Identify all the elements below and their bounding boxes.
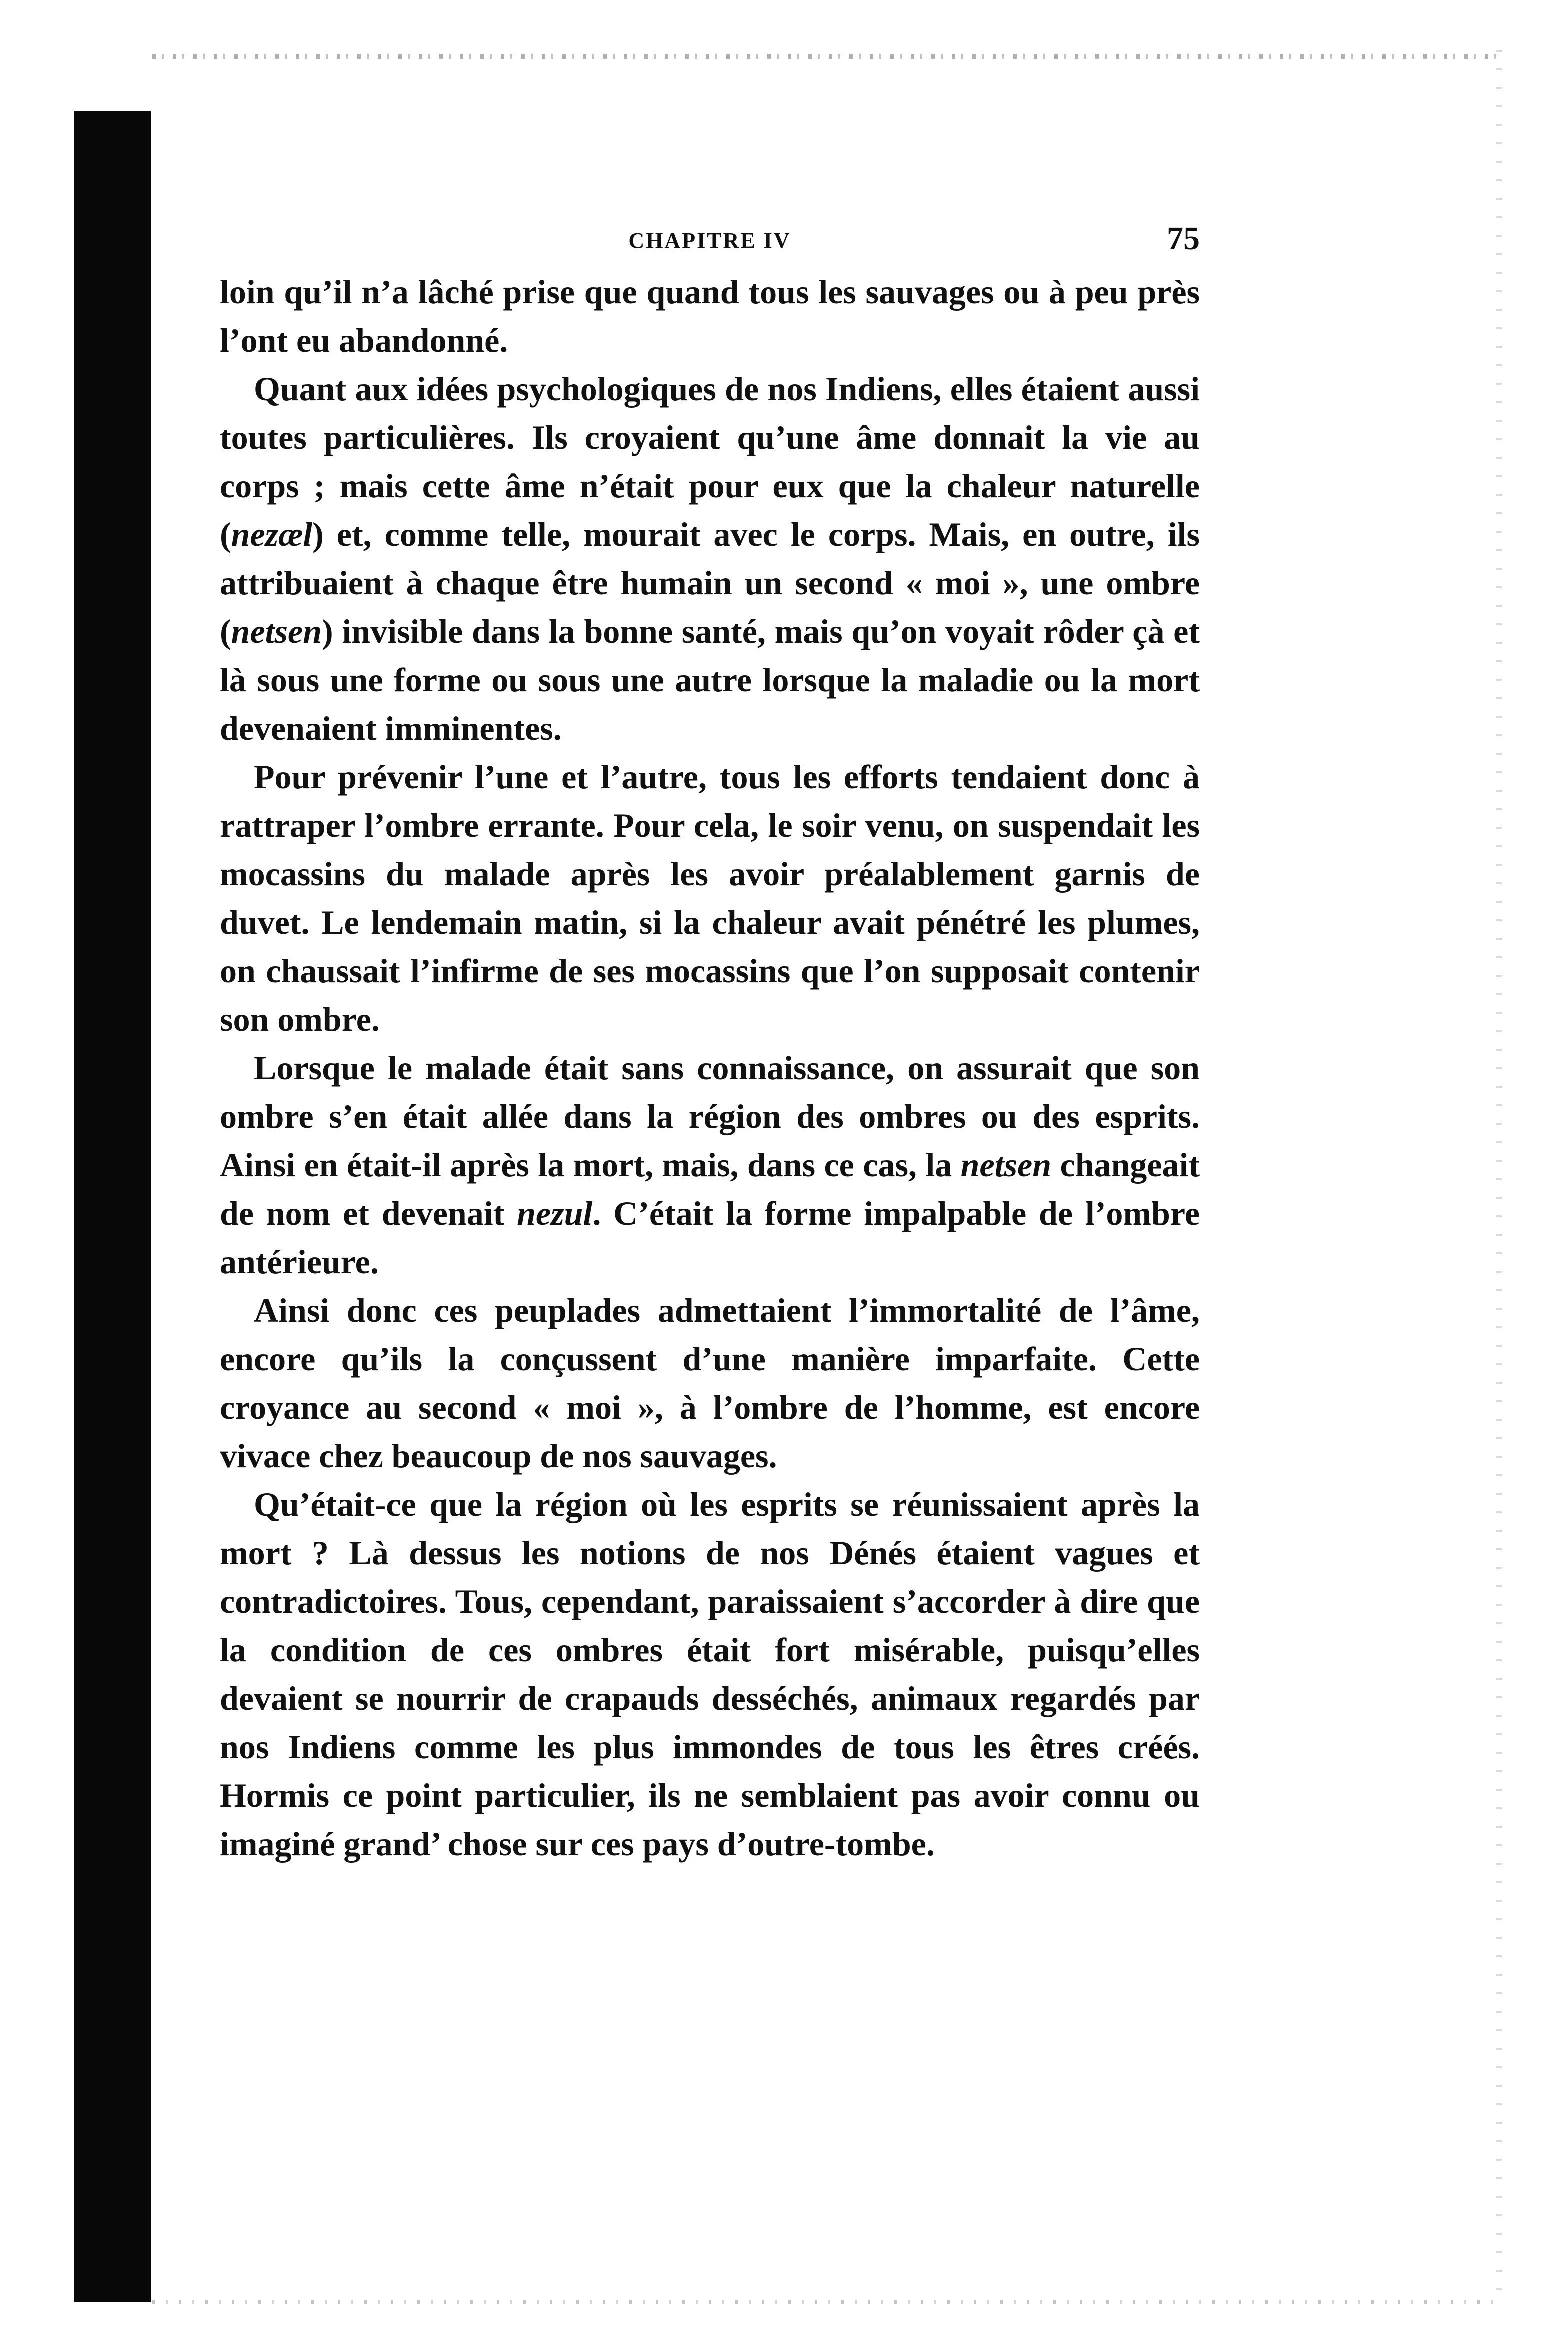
italic-term: nezæl	[231, 516, 313, 554]
text-run: . C’était la forme impalpable de l’ombre antérieure.	[220, 1194, 1200, 1281]
italic-term: nezul	[517, 1194, 593, 1232]
paragraph	[220, 1480, 1200, 1868]
text-run: ) invisible dans la bonne santé, mais qu’on voyait rôder çà et là sous une forme ou sous une autre lorsque la maladie ou la mort devenaient imminentes.	[220, 612, 1200, 748]
scan-bottom-edge	[152, 2300, 1502, 2304]
italic-term: netsen	[231, 612, 322, 650]
text-run: ) et, comme telle, mourait avec le corps. Mais, en outre, ils attribuaient à chaque être humain un second « moi », une ombre (	[220, 516, 1200, 650]
paragraph	[220, 1044, 1200, 1286]
text-run: loin qu’il n’a lâché prise que quand tous les sauvages ou à peu près l’ont eu abandonné.	[220, 273, 1200, 360]
text-run: Quant aux idées psychologiques de nos Indiens, elles étaient aussi toutes particulières. Ils croyaient qu’une âme donnait la vie au corps ; mais cette âme n’était pour eux que la chaleur naturelle (	[220, 370, 1200, 554]
paragraph	[220, 753, 1200, 1044]
paragraph	[220, 268, 1200, 365]
scan-right-edge	[1496, 50, 1502, 2290]
scan-top-edge	[152, 54, 1502, 59]
text-run: Ainsi donc ces peuplades admettaient l’immortalité de l’âme, encore qu’ils la conçussent d’une manière imparfaite. Cette croyance au second « moi », à l’ombre de l’homme, est encore vivace chez beaucoup de nos sauvages.	[220, 1292, 1200, 1475]
paragraph	[220, 1286, 1200, 1480]
italic-term: netsen	[960, 1146, 1052, 1184]
text-run: Pour prévenir l’une et l’autre, tous les efforts tendaient donc à rattraper l’ombre errante. Pour cela, le soir venu, on suspendait les mocassins du malade après les avoir préalablement garnis de duvet. Le lendemain matin, si la chaleur avait pénétré les plumes, on chaussait l’infirme de ses mocassins que l’on supposait contenir son ombre.	[220, 758, 1200, 1038]
page-number: 75	[1167, 220, 1200, 257]
paragraph	[220, 365, 1200, 753]
scan-binding-shadow	[74, 111, 152, 2302]
body-text	[220, 268, 1200, 1868]
chapter-title: CHAPITRE IV	[628, 228, 792, 253]
text-run: changeait de nom et devenait	[220, 1146, 1200, 1232]
text-run: Qu’était-ce que la région où les esprits se réunissaient après la mort ? Là dessus les notions de nos Dénés étaient vagues et contradictoires. Tous, cependant, paraissaient s’accorder à dire que la condition de ces ombres était fort misérable, puisqu’elles devaient se nourrir de crapauds desséchés, animaux regardés par nos Indiens comme les plus immondes de tous les êtres créés. Hormis ce point particulier, ils ne semblaient pas avoir connu ou imaginé grand’ chose sur ces pays d’outre-tombe.	[220, 1486, 1200, 1863]
book-page	[220, 220, 1200, 1868]
running-head	[220, 220, 1200, 265]
text-run: Lorsque le malade était sans connaissance, on assurait que son ombre s’en était allée dans la région des ombres ou des esprits. Ainsi en était-il après la mort, mais, dans ce cas, la	[220, 1049, 1200, 1184]
